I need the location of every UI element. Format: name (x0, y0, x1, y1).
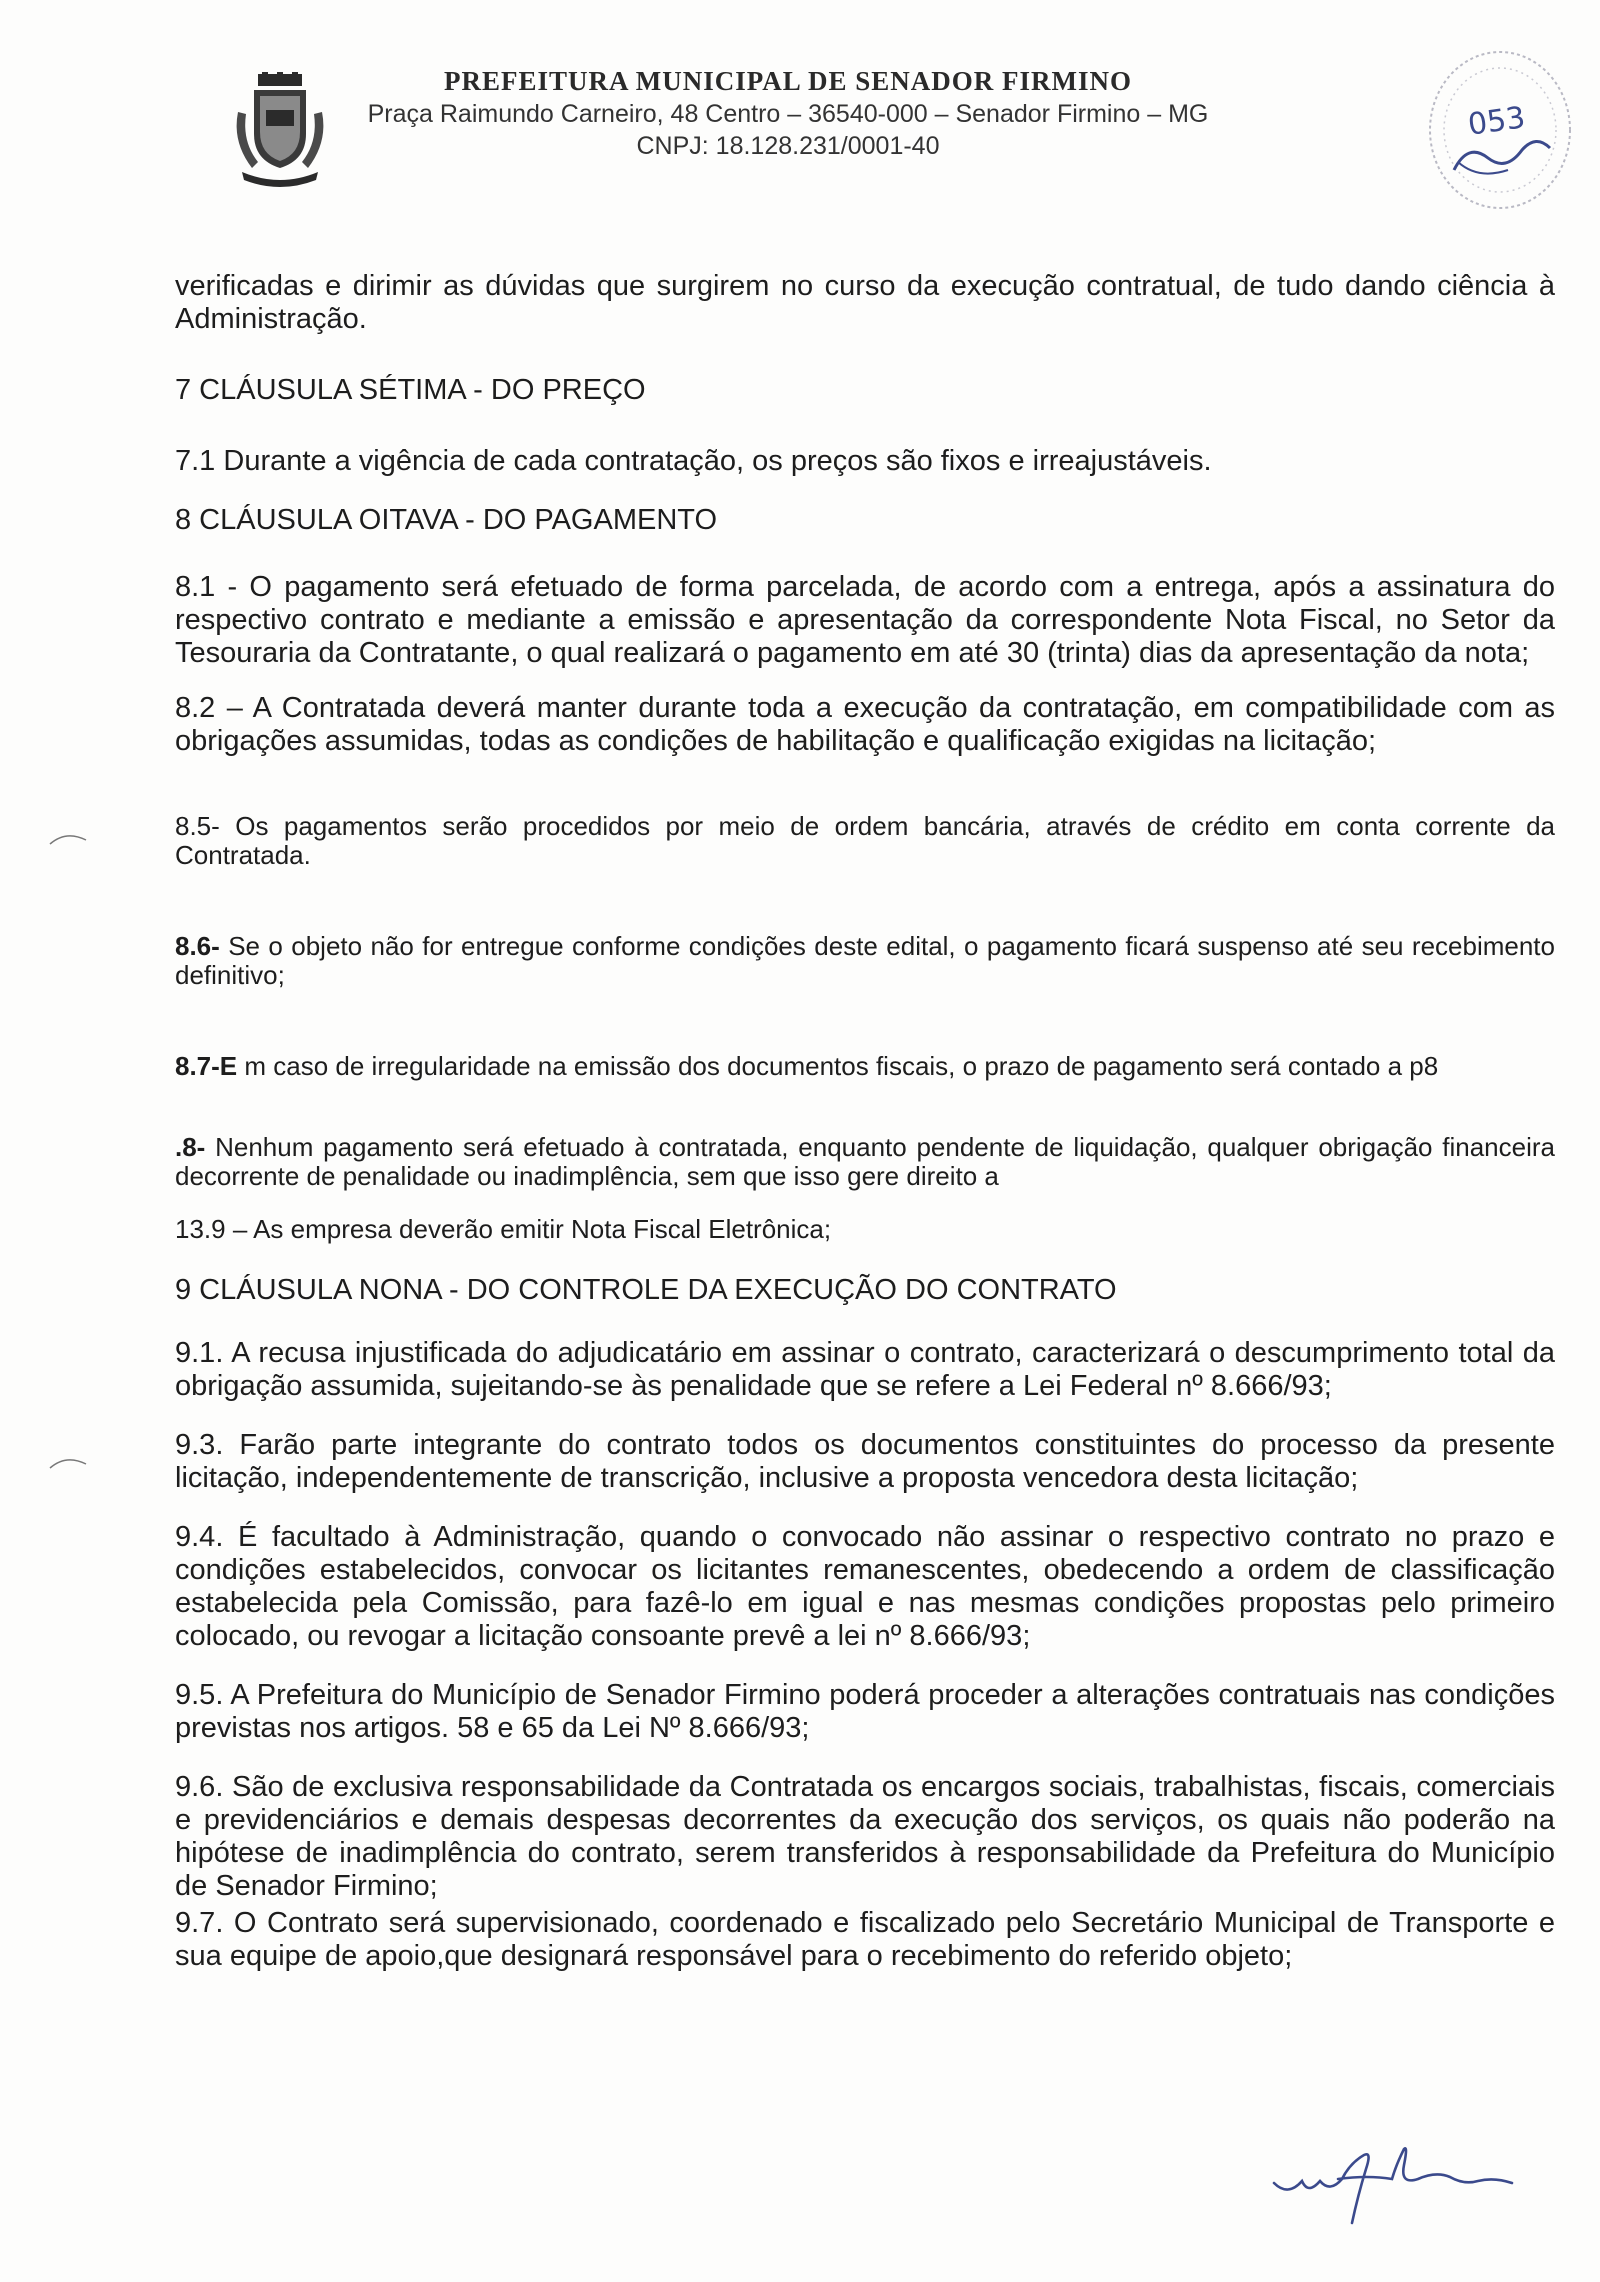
clause-8-8 (175, 1133, 1555, 1191)
clause-13-9: 13.9 – As empresa deverão emitir Nota Fiscal Eletrônica; (175, 1214, 832, 1244)
clause-9-5: 9.5. A Prefeitura do Município de Senador Firmino poderá proceder a alterações contratuais nas condições previstas nos artigos. 58 e 65 da Lei Nº 8.666/93; (175, 1679, 1555, 1744)
clause-7-1: 7.1 Durante a vigência de cada contratação, os preços são fixos e irreajustáveis. (175, 445, 1212, 477)
clause-8-2: 8.2 – A Contratada deverá manter durante toda a execução da contratação, em compatibilidade com as obrigações assumidas, todas as condições de habilitação e qualificação exigidas na licitação; (175, 692, 1555, 757)
margin-mark-icon (48, 1452, 88, 1472)
clause-8-heading: 8 CLÁUSULA OITAVA - DO PAGAMENTO (175, 504, 718, 536)
clause-7-heading: 7 CLÁUSULA SÉTIMA - DO PREÇO (175, 374, 646, 406)
letterhead (228, 64, 1348, 162)
clause-8-6-number: 8.6- (175, 931, 220, 961)
clause-8-1: 8.1 - O pagamento será efetuado de forma parcelada, de acordo com a entrega, após a assinatura do respectivo contrato e mediante a emissão e apresentação da correspondente Nota Fiscal, no Setor da Tesouraria da Contratante, o qual realizará o pagamento em até 30 (trinta) dias da apresentação da nota; (175, 571, 1555, 669)
clause-9-6: 9.6. São de exclusiva responsabilidade da Contratada os encargos sociais, trabalhistas, fiscais, comerciais e previdenciários e demais despesas decorrentes da execução dos serviços, os quais não poderão na hipótese de inadimplência do contrato, serem transferidos à responsabilidade da Prefeitura do Município de Senador Firmino; (175, 1771, 1555, 1902)
organization-name: PREFEITURA MUNICIPAL DE SENADOR FIRMINO (443, 66, 1133, 96)
clause-8-6 (175, 932, 1555, 990)
organization-address: Praça Raimundo Carneiro, 48 Centro – 36540-000 – Senador Firmino – MG (367, 100, 1209, 128)
intro-paragraph: verificadas e dirimir as dúvidas que surgirem no curso da execução contratual, de tudo dando ciência à Administração. (175, 270, 1555, 335)
organization-cnpj: CNPJ: 18.128.231/0001-40 (636, 132, 940, 160)
clause-8-7-text: m caso de irregularidade na emissão dos documentos fiscais, o prazo de pagamento será contado a p8 (237, 1051, 1439, 1081)
clause-9-4: 9.4. É facultado à Administração, quando o convocado não assinar o respectivo contrato no prazo e condições estabelecidos, convocar os licitantes remanescentes, obedecendo a ordem de classificação estabelecida pela Comissão, para fazê-lo em igual e nas mesmas condições propostas pelo primeiro colocado, ou revogar a licitação consoante prevê a lei nº 8.666/93; (175, 1521, 1555, 1652)
clause-9-1: 9.1. A recusa injustificada do adjudicatário em assinar o contrato, caracterizará o descumprimento total da obrigação assumida, sujeitando-se às penalidade que se refere a Lei Federal nº 8.666/93; (175, 1337, 1555, 1402)
clause-8-6-text: Se o objeto não for entregue conforme condições deste edital, o pagamento ficará suspenso até seu recebimento definitivo; (175, 931, 1555, 990)
clause-8-7-number: 8.7-E (175, 1051, 238, 1081)
margin-mark-icon (48, 828, 88, 848)
clause-9-heading: 9 CLÁUSULA NONA - DO CONTROLE DA EXECUÇÃO DO CONTRATO (175, 1274, 1117, 1306)
signature-icon (1268, 2135, 1518, 2230)
clause-9-7: 9.7. O Contrato será supervisionado, coordenado e fiscalizado pelo Secretário Municipal de Transporte e sua equipe de apoio,que designará responsável para o recebimento do referido objeto; (175, 1907, 1555, 1972)
clause-8-8-number: .8- (175, 1132, 206, 1162)
clause-8-8-text: Nenhum pagamento será efetuado à contratada, enquanto pendente de liquidação, qualquer obrigação financeira decorrente de penalidade ou inadimplência, sem que isso gere direito a (175, 1132, 1555, 1191)
clause-9-3: 9.3. Farão parte integrante do contrato todos os documentos constituintes do processo da presente licitação, independentemente de transcrição, inclusive a proposta vencedora desta licitação; (175, 1429, 1555, 1494)
page-number: 053 (1465, 100, 1528, 143)
clause-8-7 (175, 1052, 1555, 1081)
document-body (175, 270, 1555, 1973)
clause-8-5: 8.5- Os pagamentos serão procedidos por meio de ordem bancária, através de crédito em conta corrente da Contratada. (175, 811, 1555, 870)
